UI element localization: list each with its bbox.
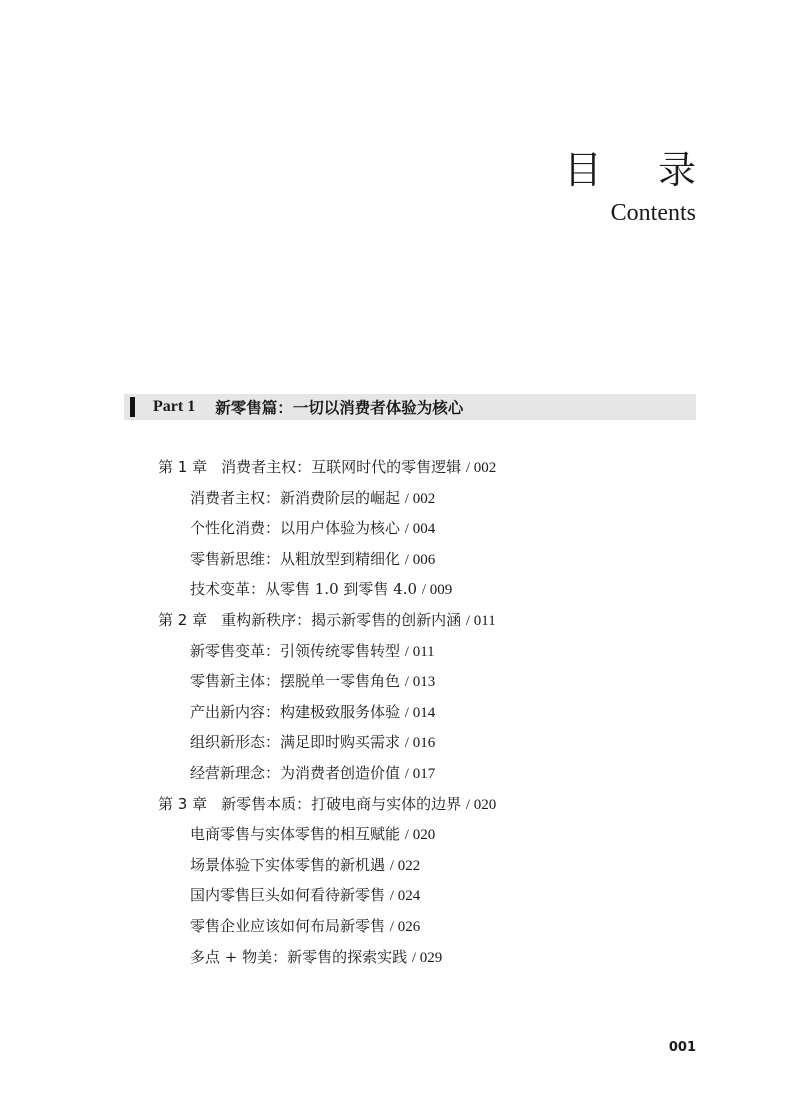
toc-section-entry[interactable]: [158, 513, 496, 544]
chapter-number: 第 2 章: [158, 610, 208, 629]
entry-title: 消费者主权：互联网时代的零售逻辑: [221, 458, 462, 476]
entry-title: 组织新形态：满足即时购买需求: [190, 733, 401, 752]
toc-section-entry[interactable]: [158, 942, 496, 973]
toc-section-entry[interactable]: [158, 911, 496, 942]
toc-section-entry[interactable]: [158, 544, 496, 575]
entry-page-ref: / 002: [404, 490, 436, 507]
entry-page-ref: / 013: [404, 674, 436, 691]
entry-page-ref: / 014: [404, 704, 436, 721]
toc-section-entry[interactable]: [158, 483, 496, 514]
entry-title: 国内零售巨头如何看待新零售: [190, 886, 386, 905]
chapter-number: 第 1 章: [158, 458, 208, 476]
part-number: Part 1: [153, 398, 196, 415]
entry-page-ref: / 029: [411, 949, 443, 966]
entry-title: 重构新秩序：揭示新零售的创新内涵: [221, 610, 462, 629]
toc-section-entry[interactable]: [158, 819, 496, 850]
entry-title: 零售新思维：从粗放型到精细化: [190, 549, 401, 568]
entry-title: 个性化消费：以用户体验为核心: [190, 519, 401, 538]
toc-section-entry[interactable]: [158, 697, 496, 728]
toc-section-entry[interactable]: [158, 574, 496, 605]
entry-page-ref: / 024: [389, 888, 421, 905]
entry-page-ref: / 016: [404, 735, 436, 752]
toc-section-entry[interactable]: [158, 758, 496, 789]
entry-page-ref: / 026: [389, 918, 421, 935]
entry-title: 多点 + 物美：新零售的探索实践: [190, 947, 408, 966]
entry-title: 经营新理念：为消费者创造价值: [190, 763, 401, 782]
entry-title: 技术变革：从零售 1.0 到零售 4.0: [190, 580, 418, 599]
entry-title: 电商零售与实体零售的相互赋能: [190, 825, 401, 844]
entry-page-ref: / 009: [421, 582, 453, 599]
toc-section-entry[interactable]: [158, 727, 496, 758]
toc-list: [158, 452, 496, 972]
toc-chapter-entry[interactable]: [158, 789, 496, 820]
toc-section-entry[interactable]: [158, 850, 496, 881]
entry-page-ref: / 020: [465, 796, 497, 813]
toc-chapter-entry[interactable]: [158, 452, 496, 483]
entry-title: 新零售本质：打破电商与实体的边界: [221, 794, 462, 813]
toc-section-entry[interactable]: [158, 666, 496, 697]
contents-heading: [563, 146, 718, 228]
contents-title-cn: 目 录: [563, 148, 718, 192]
toc-chapter-entry[interactable]: [158, 605, 496, 636]
entry-page-ref: / 017: [404, 765, 436, 782]
part-marker-bar: [130, 397, 135, 417]
part-header: [124, 394, 696, 420]
entry-page-ref: / 022: [389, 857, 421, 874]
part-title: 新零售篇：一切以消费者体验为核心: [215, 399, 464, 417]
entry-title: 产出新内容：构建极致服务体验: [190, 702, 401, 721]
entry-title: 新零售变革：引领传统零售转型: [190, 641, 401, 660]
entry-title: 零售新主体：摆脱单一零售角色: [190, 672, 401, 691]
entry-page-ref: / 004: [404, 521, 436, 538]
entry-title: 消费者主权：新消费阶层的崛起: [190, 488, 401, 507]
chapter-number: 第 3 章: [158, 794, 208, 813]
entry-page-ref: / 006: [404, 551, 436, 568]
entry-title: 零售企业应该如何布局新零售: [190, 916, 386, 935]
entry-page-ref: / 002: [465, 460, 497, 476]
entry-page-ref: / 011: [465, 612, 496, 629]
contents-title-en: Contents: [610, 200, 696, 226]
page-number: 001: [668, 1040, 696, 1055]
entry-page-ref: / 020: [404, 827, 436, 844]
entry-page-ref: / 011: [404, 643, 435, 660]
toc-section-entry[interactable]: [158, 880, 496, 911]
toc-section-entry[interactable]: [158, 636, 496, 667]
entry-title: 场景体验下实体零售的新机遇: [190, 855, 386, 874]
